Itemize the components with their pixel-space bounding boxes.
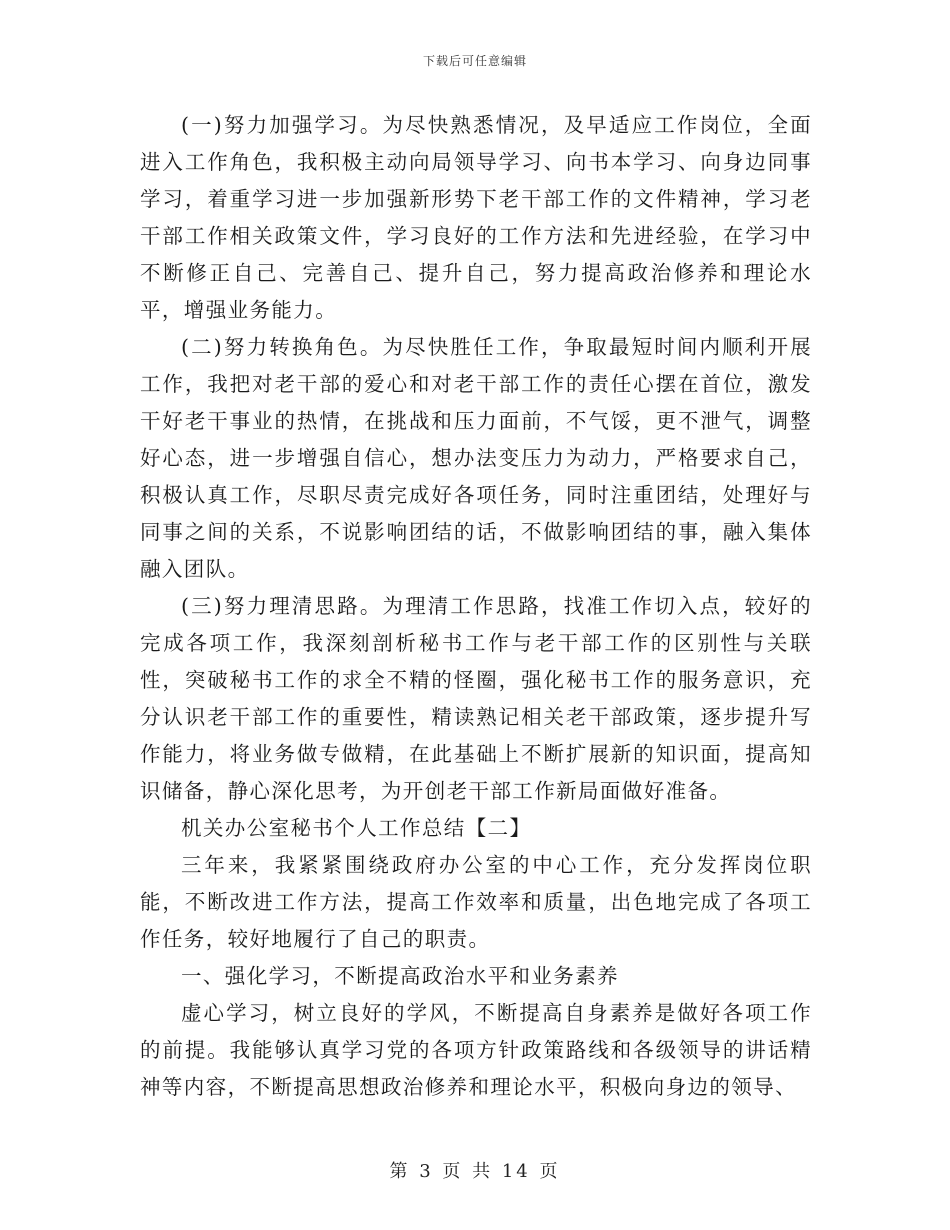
paragraph-learning: (一)努力加强学习。为尽快熟悉情况，及早适应工作岗位，全面进入工作角色，我积极主动向局领导学习、向书本学习、向身边同事学习，着重学习进一步加强新形势下老干部工作的文件精神，学习老干部工作相关政策文件，学习良好的工作方法和先进经验，在学习中不断修正自己、完善自己、提升自己，努力提高政治修养和理论水平，增强业务能力。 [140,113,812,322]
page-footer: 第 3 页 共 14 页 [389,1161,561,1182]
page-header: 下载后可任意编辑 [422,54,527,68]
section-title: 机关办公室秘书个人工作总结【二】 [181,816,532,840]
paragraph-three-years: 三年来，我紧紧围绕政府办公室的中心工作，充分发挥岗位职能，不断改进工作方法，提高工作效率和质量，出色地完成了各项工作任务，较好地履行了自己的职责。 [140,853,812,951]
paragraph-clear-thinking: (三)努力理清思路。为理清工作思路，找准工作切入点，较好的完成各项工作，我深刻剖析秘书工作与老干部工作的区别性与关联性，突破秘书工作的求全不精的怪圈，强化秘书工作的服务意识，充分认识老干部工作的重要性，精读熟记相关老干部政策，逐步提升写作能力，将业务做专做精，在此基础上不断扩展新的知识面，提高知识储备，静心深化思考，为开创老干部工作新局面做好准备。 [140,594,812,803]
paragraph-humble-learning: 虚心学习，树立良好的学风，不断提高自身素养是做好各项工作的前提。我能够认真学习党的各项方针政策路线和各级领导的讲话精神等内容，不断提高思想政治修养和理论水平，积极向身边的领导、 [140,1001,812,1099]
document-body [140,107,812,1106]
paragraph-role-change: (二)努力转换角色。为尽快胜任工作，争取最短时间内顺利开展工作，我把对老干部的爱心和对老干部工作的责任心摆在首位，激发干好老干事业的热情，在挑战和压力面前，不气馁，更不泄气，调整好心态，进一步增强自信心，想办法变压力为动力，严格要求自己，积极认真工作，尽职尽责完成好各项任务，同时注重团结，处理好与同事之间的关系，不说影响团结的话，不做影响团结的事，融入集体融入团队。 [140,335,812,581]
section-heading-study: 一、强化学习，不断提高政治水平和业务素养 [181,964,619,988]
